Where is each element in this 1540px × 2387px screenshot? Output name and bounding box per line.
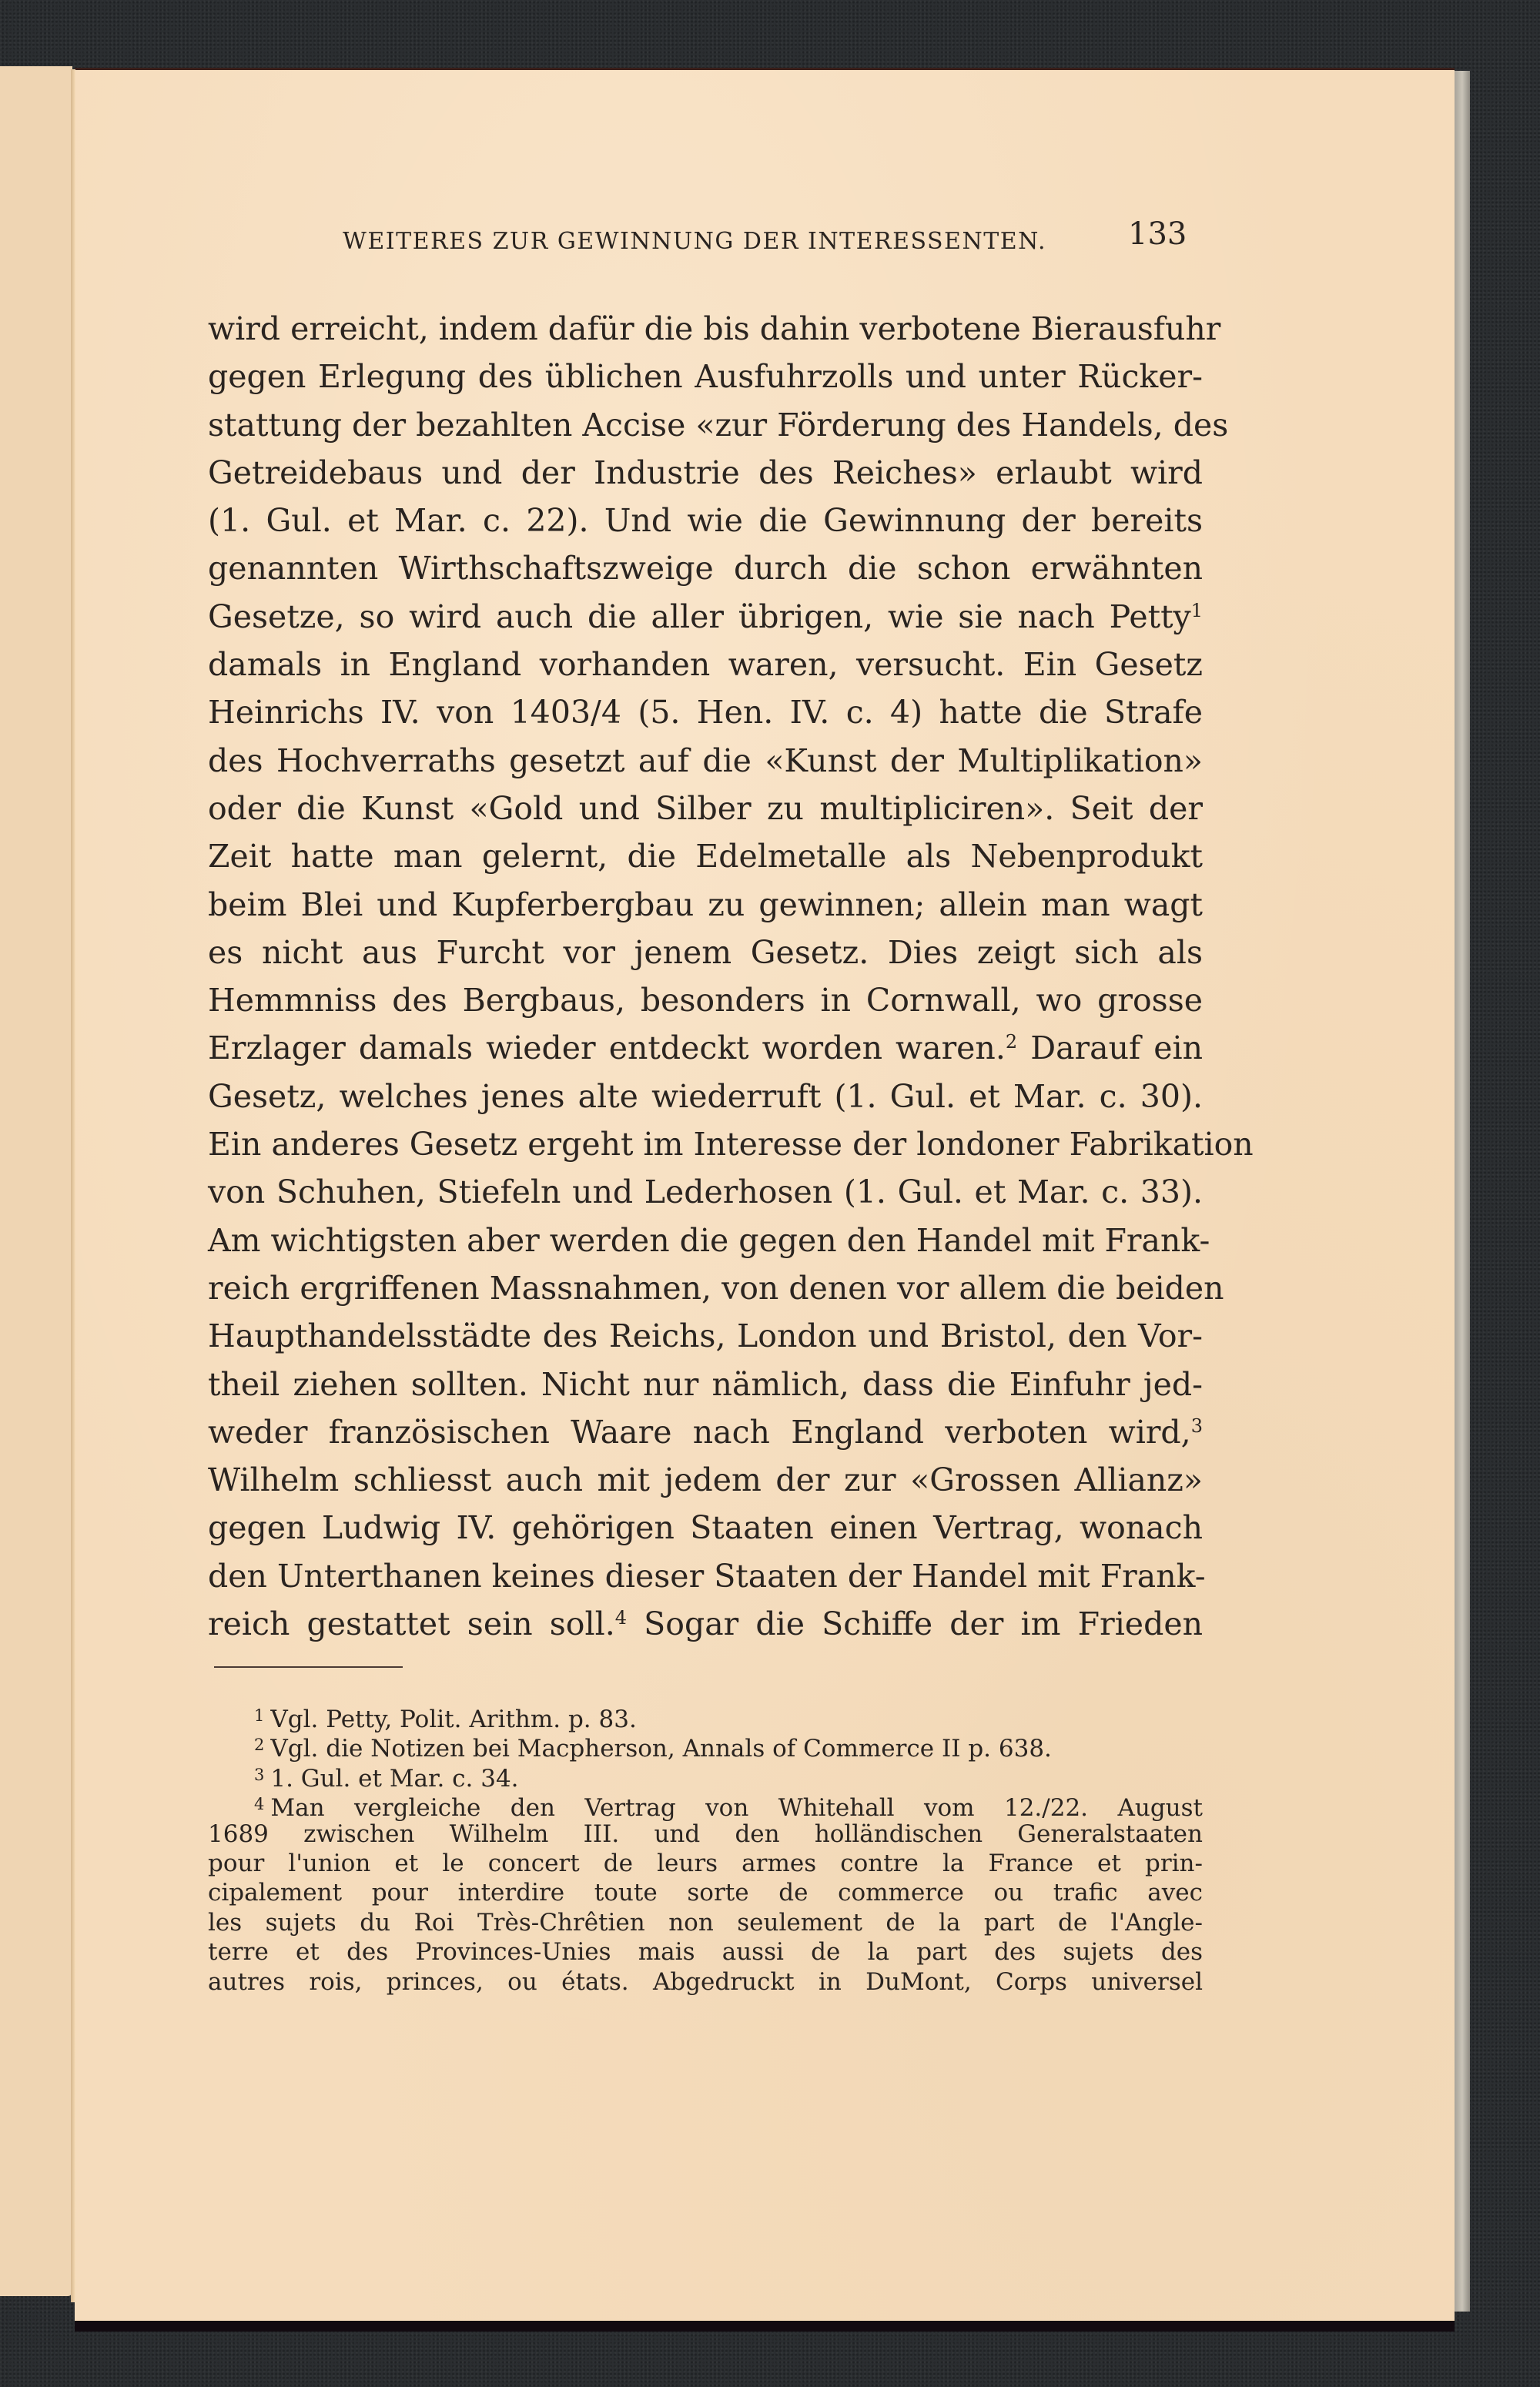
footnote-number: 3 — [254, 1765, 265, 1784]
footnote-4-continued: 1689 zwischen Wilhelm III. und den holländischen Generalstaaten — [208, 1820, 1203, 1848]
text-line: gegen Erlegung des üblichen Ausfuhrzolls und unter Rücker- — [208, 358, 1203, 396]
text-line: beim Blei und Kupferbergbau zu gewinnen; allein man wagt — [208, 886, 1203, 923]
text-line: reich ergriffenen Massnahmen, von denen vor allem die beiden — [208, 1269, 1224, 1307]
text-line: von Schuhen, Stiefeln und Lederhosen (1. Gul. et Mar. c. 33). — [208, 1173, 1203, 1211]
footnote-text: Vgl. Petty, Polit. Arithm. p. 83. — [270, 1706, 637, 1733]
text-line: damals in England vorhanden waren, versucht. Ein Gesetz — [208, 646, 1203, 684]
footnote-3 — [208, 1760, 1203, 1793]
footnote-4-continued: pour l'union et le concert de leurs armes contre la France et prin- — [208, 1849, 1203, 1877]
text-segment: Gesetze, so wird auch die aller übrigen, wie sie nach Petty — [208, 598, 1191, 635]
text-line: stattung der bezahlten Accise «zur Förderung des Handels, des — [208, 406, 1229, 444]
footnote-separator — [214, 1666, 403, 1668]
footnotes — [208, 1701, 1203, 1997]
page-stack-edge — [1455, 71, 1470, 2312]
text-line: es nicht aus Furcht vor jenem Gesetz. Dies zeigt sich als — [208, 933, 1203, 971]
text-line: theil ziehen sollten. Nicht nur nämlich, dass die Einfuhr jed- — [208, 1365, 1203, 1403]
text-segment: weder französischen Waare nach England verboten wird, — [208, 1413, 1191, 1451]
footnote-number: 4 — [254, 1795, 265, 1814]
footnote-ref-2[interactable]: 2 — [1005, 1031, 1018, 1053]
text-segment: Erzlager damals wieder entdeckt worden waren. — [208, 1029, 1006, 1067]
footnote-ref-1[interactable]: 1 — [1190, 599, 1203, 621]
text-line: Gesetz, welches jenes alte wiederruft (1. Gul. et Mar. c. 30). — [208, 1077, 1203, 1115]
text-line: des Hochverraths gesetzt auf die «Kunst der Multiplikation» — [208, 742, 1203, 779]
text-line: genannten Wirthschaftszweige durch die schon erwähnten — [208, 550, 1203, 588]
text-line: Heinrichs IV. von 1403/4 (5. Hen. IV. c. 4) hatte die Strafe — [208, 694, 1203, 732]
text-line: gegen Ludwig IV. gehörigen Staaten einen Vertrag, wonach — [208, 1509, 1203, 1547]
page-number: 133 — [1128, 216, 1187, 252]
text-line: Wilhelm schliesst auch mit jedem der zur «Grossen Allianz» — [208, 1461, 1203, 1499]
text-line: (1. Gul. et Mar. c. 22). Und wie die Gewinnung der bereits — [208, 502, 1203, 540]
footnote-4-continued: terre et des Provinces-Unies mais aussi de la part des sujets des — [208, 1938, 1203, 1967]
footnote-4-continued: autres rois, princes, ou états. Abgedruckt in DuMont, Corps universel — [208, 1967, 1203, 1996]
text-line: Zeit hatte man gelernt, die Edelmetalle als Nebenprodukt — [208, 838, 1203, 875]
footnote-4-continued: les sujets du Roi Très-Chrêtien non seulement de la part de l'Angle- — [208, 1908, 1203, 1937]
footnote-4 — [208, 1789, 1203, 1823]
text-line: Ein anderes Gesetz ergeht im Interesse der londoner Fabrikation — [208, 1126, 1254, 1163]
footnote-text: Vgl. die Notizen bei Macpherson, Annals of Commerce II p. 638. — [270, 1735, 1052, 1763]
running-head: WEITERES ZUR GEWINNUNG DER INTERESSENTEN. — [343, 228, 1046, 255]
footnote-text: 1. Gul. et Mar. c. 34. — [270, 1764, 519, 1793]
text-line: Getreidebaus und der Industrie des Reiches» erlaubt wird — [208, 454, 1203, 491]
text-segment: Sogar die Schiffe der im Frieden — [627, 1605, 1203, 1643]
text-line — [208, 1600, 1203, 1648]
text-segment: Darauf ein — [1017, 1029, 1203, 1067]
book-gutter — [71, 69, 75, 2302]
text-line: Hemmniss des Bergbaus, besonders in Cornwall, wo grosse — [208, 982, 1203, 1019]
footnote-2 — [208, 1730, 1203, 1763]
footnote-number: 2 — [254, 1736, 265, 1755]
text-line: wird erreicht, indem dafür die bis dahin verbotene Bierausfuhr — [208, 310, 1221, 347]
footnote-number: 1 — [254, 1706, 265, 1725]
footnote-ref-3[interactable]: 3 — [1190, 1414, 1203, 1437]
footnote-ref-4[interactable]: 4 — [614, 1607, 628, 1629]
body-text — [208, 305, 1254, 1648]
text-line: oder die Kunst «Gold und Silber zu multipliciren». Seit der — [208, 789, 1203, 827]
footnote-4-continued: cipalement pour interdire toute sorte de commerce ou trafic avec — [208, 1879, 1203, 1907]
footnote-text: Man vergleiche den Vertrag von Whitehall vom 12./22. August — [270, 1794, 1203, 1823]
text-line — [208, 1024, 1203, 1072]
text-line: Haupthandelsstädte des Reichs, London und Bristol, den Vor- — [208, 1317, 1203, 1355]
text-line — [208, 1408, 1203, 1456]
text-line: Am wichtigsten aber werden die gegen den Handel mit Frank- — [208, 1221, 1210, 1259]
footnote-1 — [208, 1701, 1203, 1733]
book-page — [75, 68, 1455, 2321]
text-line — [208, 593, 1203, 641]
facing-page-edge — [0, 66, 72, 2296]
text-segment: reich gestattet sein soll. — [208, 1605, 615, 1643]
text-line: den Unterthanen keines dieser Staaten der Handel mit Frank- — [208, 1557, 1206, 1595]
